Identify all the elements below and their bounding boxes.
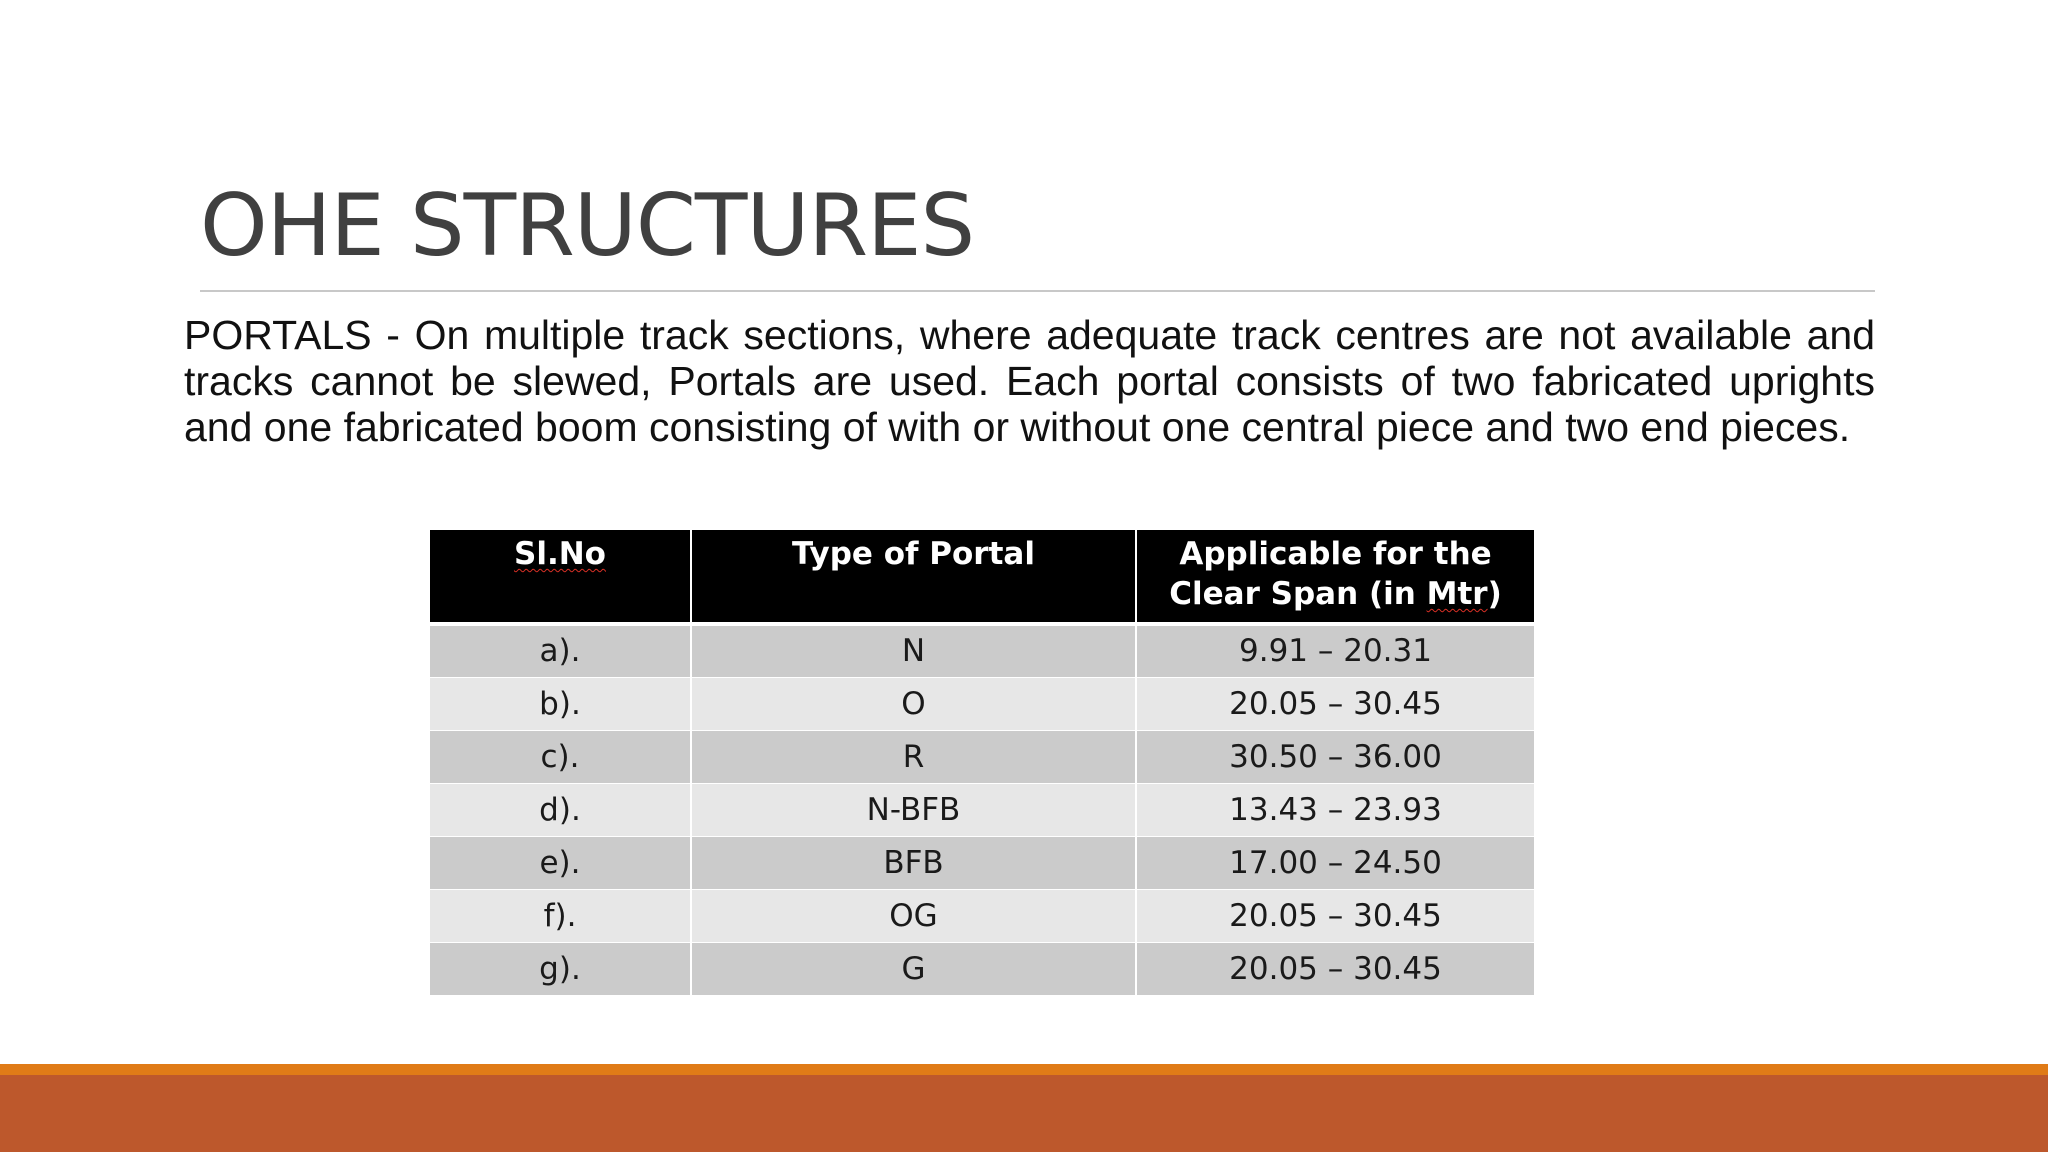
cell-sl-no: e). — [430, 836, 691, 889]
header-clear-span-line1: Applicable for the — [1179, 536, 1492, 572]
table-row — [430, 624, 1534, 677]
cell-clear-span: 20.05 – 30.45 — [1136, 889, 1534, 942]
portal-types-table — [430, 530, 1534, 995]
header-clear-span-mtr: Mtr — [1426, 576, 1488, 612]
cell-sl-no: f). — [430, 889, 691, 942]
table-row — [430, 889, 1534, 942]
cell-portal-type: N — [691, 624, 1136, 677]
cell-portal-type: G — [691, 942, 1136, 995]
cell-portal-type: BFB — [691, 836, 1136, 889]
cell-sl-no: g). — [430, 942, 691, 995]
cell-clear-span: 20.05 – 30.45 — [1136, 942, 1534, 995]
header-clear-span-line2b: ) — [1487, 576, 1502, 612]
table-row — [430, 942, 1534, 995]
cell-sl-no: c). — [430, 730, 691, 783]
table-row — [430, 730, 1534, 783]
slide-title: OHE STRUCTURES — [200, 176, 975, 276]
header-sl-no — [430, 530, 691, 624]
table-row — [430, 783, 1534, 836]
cell-clear-span: 17.00 – 24.50 — [1136, 836, 1534, 889]
cell-clear-span: 20.05 – 30.45 — [1136, 677, 1534, 730]
table-header-row — [430, 530, 1534, 624]
footer-bar — [0, 1075, 2048, 1152]
table-row — [430, 677, 1534, 730]
table-row — [430, 836, 1534, 889]
header-clear-span-line2a: Clear Span (in — [1169, 576, 1427, 612]
cell-portal-type: R — [691, 730, 1136, 783]
cell-clear-span: 13.43 – 23.93 — [1136, 783, 1534, 836]
cell-sl-no: a). — [430, 624, 691, 677]
cell-clear-span: 9.91 – 20.31 — [1136, 624, 1534, 677]
title-divider — [200, 290, 1875, 292]
cell-sl-no: b). — [430, 677, 691, 730]
header-sl-no-label: Sl.No — [514, 536, 606, 572]
slide-body-text: PORTALS - On multiple track sections, where adequate track centres are not available and tracks cannot be slewed, Portals are used. Each portal consists of two fabricated uprights and one fabricated boom consisting of with or without one central piece and two end pieces. — [184, 312, 1875, 450]
cell-portal-type: OG — [691, 889, 1136, 942]
cell-sl-no: d). — [430, 783, 691, 836]
cell-clear-span: 30.50 – 36.00 — [1136, 730, 1534, 783]
header-type-of-portal: Type of Portal — [691, 530, 1136, 624]
footer-accent-stripe — [0, 1064, 2048, 1075]
cell-portal-type: N-BFB — [691, 783, 1136, 836]
cell-portal-type: O — [691, 677, 1136, 730]
header-clear-span — [1136, 530, 1534, 624]
